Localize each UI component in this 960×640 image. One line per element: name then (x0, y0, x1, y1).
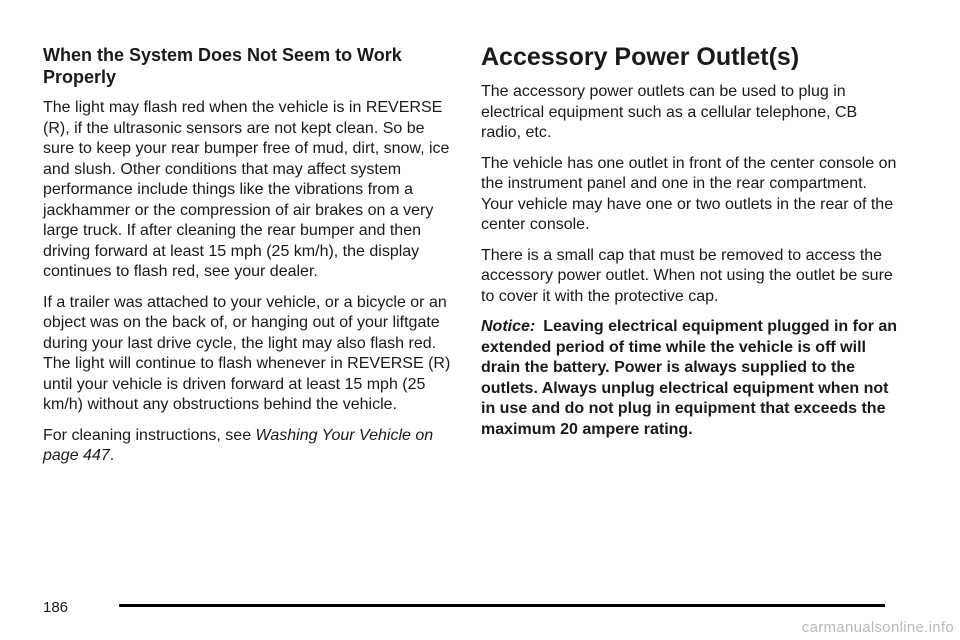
cross-reference-washing: Washing Your Vehicle on page 447 (43, 426, 434, 464)
paragraph-outlet-usage: The accessory power outlets can be used to plug in electrical equipment such as a cellular telephone, CB radio, etc. (481, 83, 858, 141)
paragraph-protective-cap: There is a small cap that must be removed to access the accessory power outlet. When not using the outlet be sure to cover it with the protective cap. (481, 246, 893, 305)
cleaning-suffix: . (109, 447, 115, 464)
notice-text: Leaving electrical equipment plugged in for an extended period of time while the vehicle is off will drain the battery. Power is always supplied to the outlets. Always unplug electrical equipment when not in use and do not plug in equipment that exceeds the maximum 20 ampere rating. (481, 318, 898, 438)
paragraph-cleaning-instructions (43, 426, 453, 467)
right-column (481, 44, 901, 450)
page-number: 186 (43, 599, 69, 616)
paragraph-trailer-attached: If a trailer was attached to your vehicle, or a bicycle or an object was on the back of, or hanging out of your liftgate during your last drive cycle, the light may also flash red. The light will continue to flash whenever in REVERSE (R) until your vehicle is driven forward at least 15 mph (25 km/h) without any obstructions behind the vehicle. (43, 293, 451, 413)
paragraph-outlet-locations: The vehicle has one outlet in front of the center console on the instrument panel and one in the rear compartment. Your vehicle may have one or two outlets in the rear of the center console. (481, 154, 897, 233)
section-heading-system-not-working: When the System Does Not Seem to Work Properly (43, 45, 402, 87)
paragraph-flash-red-sensors: The light may flash red when the vehicle is in REVERSE (R), if the ultrasonic sensors are not kept clean. So be sure to keep your rear bumper free of mud, dirt, snow, ice and slush. Other conditions that may affect system performance include things like the vibrations from a jackhammer or the compression of air brakes on a very large truck. If after cleaning the rear bumper and then driving forward at least 15 mph (25 km/h), the display continues to flash red, see your dealer. (43, 99, 450, 280)
notice-block (481, 317, 901, 440)
section-heading-power-outlets: Accessory Power Outlet(s) (481, 43, 800, 71)
notice-label: Notice: (481, 318, 536, 335)
cleaning-prefix: For cleaning instructions, see (43, 426, 256, 444)
left-column (43, 44, 453, 477)
watermark-text: carmanualsonline.info (801, 619, 954, 636)
page-footer (43, 598, 885, 618)
footer-rule (119, 604, 885, 607)
